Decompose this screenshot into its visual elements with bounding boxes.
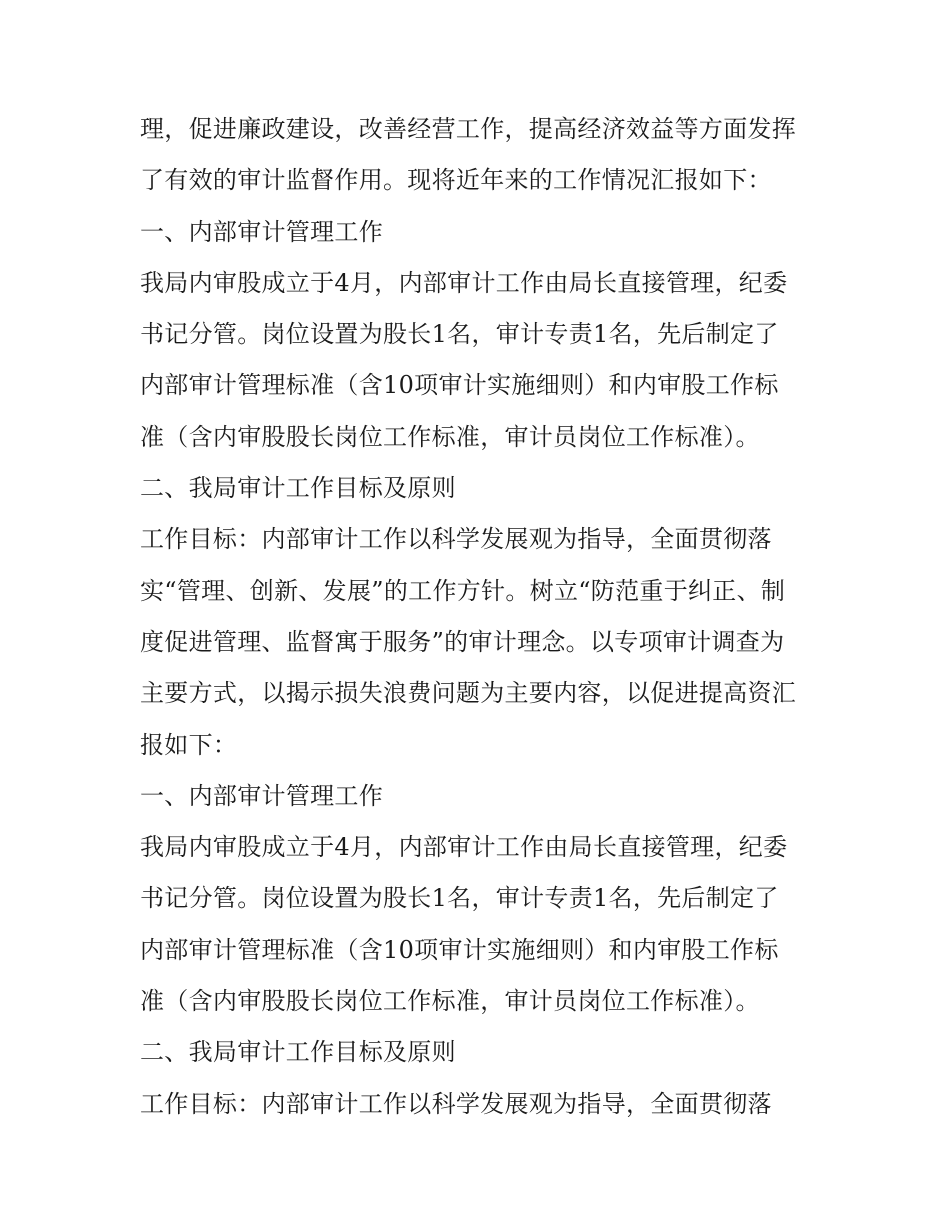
text-line: 内部审计管理标准（含10项审计实施细则）和内审股工作标: [140, 935, 779, 964]
text-line: 我局内审股成立于4月，内部审计工作由局长直接管理，纪委: [140, 833, 788, 862]
text-line: 工作目标：内部审计工作以科学发展观为指导，全面贯彻落: [140, 525, 772, 554]
text-line: 准（含内审股股长岗位工作标准，审计员岗位工作标准）。: [140, 422, 760, 451]
text-line: 工作目标：内部审计工作以科学发展观为指导，全面贯彻落: [140, 1089, 772, 1118]
document-body: [140, 104, 820, 1130]
text-line: 内部审计管理标准（含10项审计实施细则）和内审股工作标: [140, 371, 779, 400]
text-line: 实“管理、创新、发展”的工作方针。树立“防范重于纠正、制: [140, 576, 786, 605]
text-line: 准（含内审股股长岗位工作标准，审计员岗位工作标准）。: [140, 987, 760, 1016]
text-line: 我局内审股成立于4月，内部审计工作由局长直接管理，纪委: [140, 268, 788, 297]
text-line: 报如下：: [140, 730, 238, 759]
text-line: 书记分管。岗位设置为股长1名，审计专责1名，先后制定了: [140, 320, 779, 349]
section-heading: 二、我局审计工作目标及原则: [140, 474, 456, 503]
section-heading: 一、内部审计管理工作: [140, 781, 383, 810]
section-heading: 一、内部审计管理工作: [140, 217, 383, 246]
section-heading: 二、我局审计工作目标及原则: [140, 1038, 456, 1067]
text-line: 理，促进廉政建设，改善经营工作，提高经济效益等方面发挥: [140, 115, 797, 143]
text-line: 度促进管理、监督寓于服务”的审计理念。以专项审计调查为: [140, 627, 785, 656]
text-line: 书记分管。岗位设置为股长1名，审计专责1名，先后制定了: [140, 884, 779, 913]
text-line: 了有效的审计监督作用。现将近年来的工作情况汇报如下：: [140, 166, 772, 195]
text-line: 主要方式，以揭示损失浪费问题为主要内容，以促进提高资汇: [140, 679, 797, 708]
